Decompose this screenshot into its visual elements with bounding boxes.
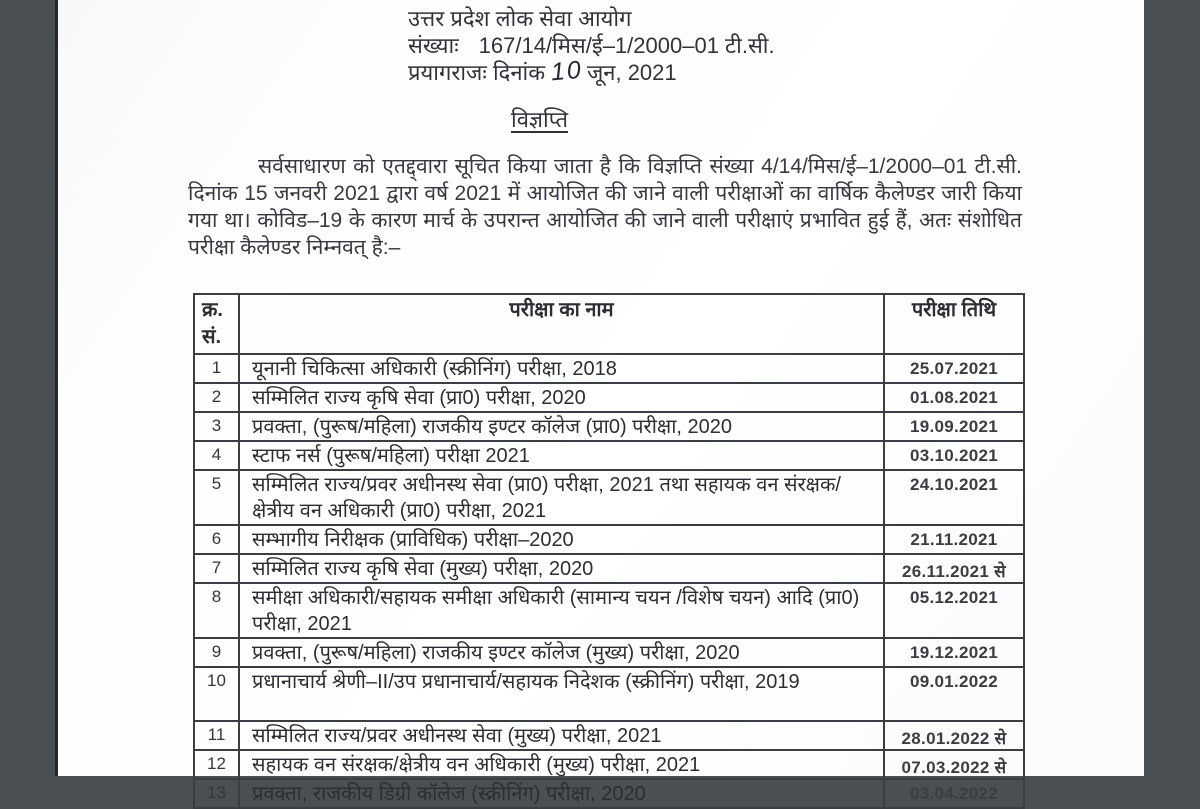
scanned-document-page	[55, 0, 1144, 805]
serial-cell: 10	[194, 667, 239, 721]
exam-date-cell: 03.04.2022	[884, 779, 1024, 808]
ref-number-value: 167/14/मिस/ई–1/2000–01 टी.सी.	[478, 33, 775, 58]
table-row	[194, 721, 1024, 750]
exam-name-cell: सम्मिलित राज्य कृषि सेवा (प्रा0) परीक्षा, 2020	[239, 383, 884, 412]
exam-date-cell: 26.11.2021 से	[884, 554, 1024, 583]
exam-name-cell: सम्भागीय निरीक्षक (प्राविधिक) परीक्षा–2020	[239, 525, 884, 554]
exam-date-cell: 19.12.2021	[884, 638, 1024, 667]
exam-date-cell: 09.01.2022	[884, 667, 1024, 721]
notice-title: विज्ञप्ति	[511, 107, 569, 132]
exam-schedule-table	[193, 293, 1025, 809]
serial-cell: 4	[194, 441, 239, 470]
table-body	[194, 354, 1024, 808]
exam-name-cell: सम्मिलित राज्य कृषि सेवा (मुख्य) परीक्षा, 2020	[239, 554, 884, 583]
exam-date-column-header: परीक्षा तिथि	[884, 294, 1024, 354]
serial-header-line2: सं.	[202, 326, 222, 348]
serial-cell: 9	[194, 638, 239, 667]
org-name: उत्तर प्रदेश लोक सेवा आयोग	[408, 6, 632, 31]
serial-cell: 8	[194, 583, 239, 638]
table-row	[194, 750, 1024, 779]
exam-date-cell: 21.11.2021	[884, 525, 1024, 554]
exam-date-cell: 05.12.2021	[884, 583, 1024, 638]
exam-name-cell: स्टाफ नर्स (पुरूष/महिला) परीक्षा 2021	[239, 441, 884, 470]
exam-name-cell: प्रवक्ता, (पुरूष/महिला) राजकीय इण्टर कॉलेज (मुख्य) परीक्षा, 2020	[239, 638, 884, 667]
serial-cell: 11	[194, 721, 239, 750]
exam-name-cell: समीक्षा अधिकारी/सहायक समीक्षा अधिकारी (सामान्य चयन /विशेष चयन) आदि (प्रा0) परीक्षा, 2021	[239, 583, 884, 638]
exam-name-cell: प्रवक्ता, राजकीय डिग्री कॉलेज (स्क्रीनिंग) परीक्षा, 2020	[239, 779, 884, 808]
serial-cell: 12	[194, 750, 239, 779]
table-row	[194, 638, 1024, 667]
exam-date-cell: 01.08.2021	[884, 383, 1024, 412]
exam-name-cell: सम्मिलित राज्य/प्रवर अधीनस्थ सेवा (मुख्य) परीक्षा, 2021	[239, 721, 884, 750]
exam-date-cell: 25.07.2021	[884, 354, 1024, 383]
serial-header-line1: क्र.	[202, 299, 223, 321]
exam-name-column-header: परीक्षा का नाम	[239, 294, 884, 354]
table-row	[194, 412, 1024, 441]
serial-cell: 7	[194, 554, 239, 583]
table-row	[194, 383, 1024, 412]
exam-name-cell: प्रवक्ता, (पुरूष/महिला) राजकीय इण्टर कॉलेज (प्रा0) परीक्षा, 2020	[239, 412, 884, 441]
table-row	[194, 470, 1024, 525]
serial-column-header	[194, 294, 239, 354]
table-row	[194, 354, 1024, 383]
exam-date-cell: 28.01.2022 से	[884, 721, 1024, 750]
exam-name-cell: प्रधानाचार्य श्रेणी–II/उप प्रधानाचार्य/सहायक निदेशक (स्क्रीनिंग) परीक्षा, 2019	[239, 667, 884, 721]
table-head	[194, 294, 1024, 354]
exam-date-cell: 03.10.2021	[884, 441, 1024, 470]
serial-cell: 6	[194, 525, 239, 554]
serial-cell: 3	[194, 412, 239, 441]
serial-cell: 1	[194, 354, 239, 383]
document-header	[408, 5, 775, 86]
exam-name-cell: सम्मिलित राज्य/प्रवर अधीनस्थ सेवा (प्रा0) परीक्षा, 2021 तथा सहायक वन संरक्षक/क्षेत्रीय वन अधिकारी (प्रा0) परीक्षा, 2021	[239, 470, 884, 525]
handwritten-date: 10	[549, 55, 584, 87]
exam-name-cell: सहायक वन संरक्षक/क्षेत्रीय वन अधिकारी (मुख्य) परीक्षा, 2021	[239, 750, 884, 779]
place-date-suffix: जून, 2021	[586, 60, 677, 85]
body-paragraph: सर्वसाधारण को एतद्द्वारा सूचित किया जाता है कि विज्ञप्ति संख्या 4/14/मिस/ई–1/2000–01 टी.सी. दिनांक 15 जनवरी 2021 द्वारा वर्ष 2021 में आयोजित की जाने वाली परीक्षाओं का वार्षिक कैलेण्डर जारी किया गया था। कोविड–19 के कारण मार्च के उपरान्त आयोजित की जाने वाली परीक्षाएं प्रभावित हुई हैं, अतः संशोधित परीक्षा कैलेण्डर निम्नवत् है:–	[188, 155, 1022, 259]
header-row	[194, 294, 1024, 354]
exam-date-cell: 24.10.2021	[884, 470, 1024, 525]
exam-date-cell: 19.09.2021	[884, 412, 1024, 441]
table-row	[194, 441, 1024, 470]
ref-number-label: संख्याः	[408, 33, 459, 58]
table-row	[194, 525, 1024, 554]
serial-cell: 2	[194, 383, 239, 412]
ref-number-line	[408, 32, 775, 59]
table-row	[194, 779, 1024, 808]
place-date-line	[408, 55, 775, 87]
table-row	[194, 554, 1024, 583]
exam-name-cell: यूनानी चिकित्सा अधिकारी (स्क्रीनिंग) परीक्षा, 2018	[239, 354, 884, 383]
serial-cell: 5	[194, 470, 239, 525]
place-date-prefix: प्रयागराजः दिनांक	[408, 60, 546, 85]
table-row	[194, 583, 1024, 638]
serial-cell: 13	[194, 779, 239, 808]
table-row	[194, 667, 1024, 721]
exam-date-cell: 07.03.2022 से	[884, 750, 1024, 779]
